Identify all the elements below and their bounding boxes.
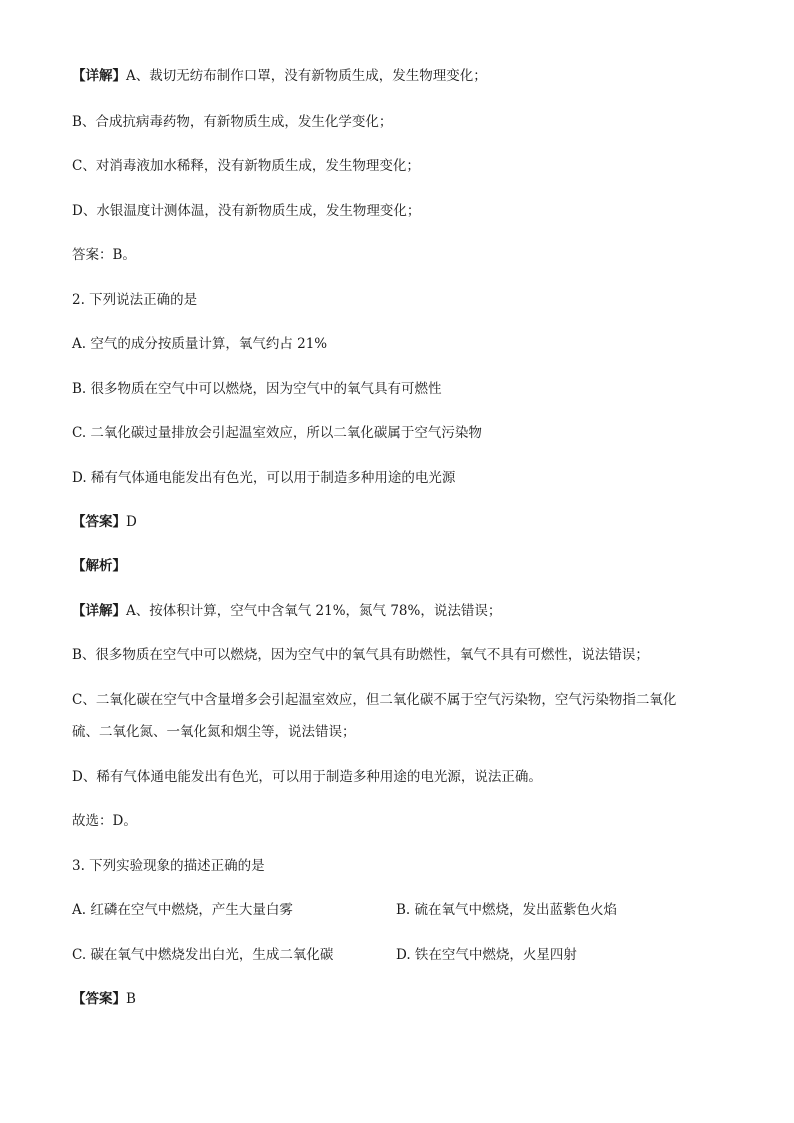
analysis-line — [72, 556, 732, 576]
line-text: 2. 下列说法正确的是 — [72, 292, 198, 308]
option-b: B. 硫在氧气中燃烧，发出蓝紫色火焰 — [396, 902, 618, 918]
line-text: D、水银温度计测体温，没有新物质生成，发生物理变化； — [72, 203, 421, 219]
answer-line — [72, 989, 732, 1009]
text-line — [72, 767, 732, 787]
line-text: A、按体积计算，空气中含氧气 21%，氮气 78%，说法错误； — [126, 603, 502, 619]
line-text: B、很多物质在空气中可以燃烧，因为空气中的氧气具有助燃性，氧气不具有可燃性，说法错误； — [72, 647, 649, 663]
text-line — [72, 245, 732, 265]
line-text: B、合成抗病毒药物，有新物质生成，发生化学变化； — [72, 114, 393, 130]
option-c — [72, 423, 732, 443]
line-text: B — [126, 991, 136, 1007]
text-line — [72, 66, 732, 86]
line-text: C、二氧化碳在空气中含量增多会引起温室效应，但二氧化碳不属于空气污染物，空气污染物指二氧化 — [72, 692, 677, 708]
section-label: 【答案】 — [72, 991, 126, 1007]
text-line — [72, 645, 732, 665]
text-line — [72, 601, 732, 621]
option-d — [72, 468, 732, 488]
section-label: 【详解】 — [72, 68, 126, 84]
section-label: 【详解】 — [72, 603, 126, 619]
line-text: 3. 下列实验现象的描述正确的是 — [72, 858, 265, 874]
line-text: 硫、二氧化氮、一氧化氮和烟尘等，说法错误； — [72, 724, 356, 740]
line-text: C. 二氧化碳过量排放会引起温室效应，所以二氧化碳属于空气污染物 — [72, 425, 482, 441]
line-text: C、对消毒液加水稀释，没有新物质生成，发生物理变化； — [72, 158, 420, 174]
text-line — [72, 156, 732, 176]
text-line — [72, 722, 732, 742]
option-a — [72, 334, 732, 354]
options-row — [72, 900, 732, 920]
line-text: D. 稀有气体通电能发出有色光，可以用于制造多种用途的电光源 — [72, 470, 456, 486]
text-line — [72, 811, 732, 831]
option-b — [72, 379, 732, 399]
question-title — [72, 290, 732, 310]
line-text: D — [126, 514, 137, 530]
line-text: B. 很多物质在空气中可以燃烧，因为空气中的氧气具有可燃性 — [72, 381, 442, 397]
option-a: A. 红磷在空气中燃烧，产生大量白雾 — [72, 902, 293, 918]
line-text: 故选：D。 — [72, 813, 137, 829]
line-text: D、稀有气体通电能发出有色光，可以用于制造多种用途的电光源，说法正确。 — [72, 769, 542, 785]
answer-line — [72, 512, 732, 532]
option-d: D. 铁在空气中燃烧，火星四射 — [396, 947, 577, 963]
line-text: 答案：B。 — [72, 247, 136, 263]
section-label: 【解析】 — [72, 558, 126, 574]
line-text: A、裁切无纺布制作口罩，没有新物质生成，发生物理变化； — [126, 68, 487, 84]
line-text: A. 空气的成分按质量计算，氧气约占 21% — [72, 336, 328, 352]
options-row — [72, 945, 732, 965]
text-line — [72, 201, 732, 221]
option-c: C. 碳在氧气中燃烧发出白光，生成二氧化碳 — [72, 947, 334, 963]
question-title — [72, 856, 732, 876]
section-label: 【答案】 — [72, 514, 126, 530]
text-line — [72, 112, 732, 132]
text-line — [72, 690, 732, 710]
